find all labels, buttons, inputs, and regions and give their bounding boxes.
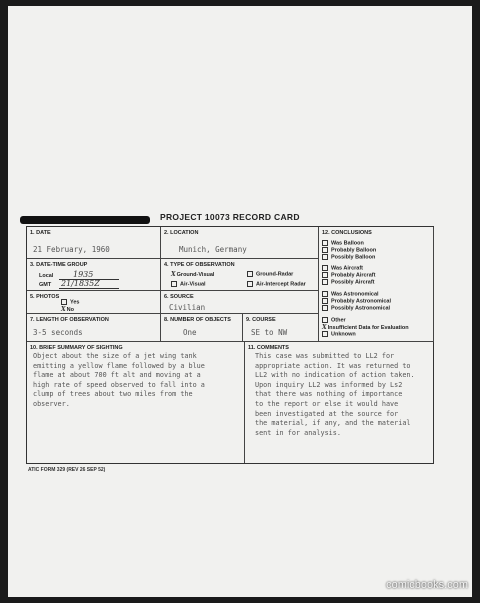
checkbox-icon — [322, 247, 328, 253]
checkbox-icon — [322, 298, 328, 304]
length-value: 3-5 seconds — [33, 328, 83, 337]
gmt-label: GMT — [39, 282, 52, 288]
record-card — [26, 226, 434, 464]
local-value: 1935 — [73, 270, 94, 279]
watermark: comicbooks.com — [386, 579, 468, 591]
location-label: 2. LOCATION — [164, 230, 199, 236]
conclusion-item: Was Aircraft — [322, 265, 363, 271]
comments-cell — [245, 342, 434, 463]
summary-label: 10. BRIEF SUMMARY OF SIGHTING — [30, 345, 123, 351]
option-ground-radar: Ground-Radar — [247, 271, 293, 277]
length-cell — [27, 314, 161, 342]
conclusion-item-insufficient: XInsufficient Data for Evaluation — [322, 324, 409, 331]
conclusion-item: Probably Balloon — [322, 247, 376, 253]
checkbox-icon — [322, 291, 328, 297]
obs-type-cell — [161, 259, 319, 291]
photos-yes: Yes — [61, 299, 79, 305]
source-label: 6. SOURCE — [164, 294, 194, 300]
checkbox-icon — [322, 317, 328, 323]
checkbox-icon — [322, 254, 328, 260]
comments-label: 11. COMMENTS — [248, 345, 289, 351]
objects-value: One — [183, 328, 197, 337]
checkbox-icon — [171, 281, 177, 287]
checkbox-icon — [322, 272, 328, 278]
checkbox-icon — [61, 299, 67, 305]
checkbox-icon — [247, 281, 253, 287]
photos-cell — [27, 291, 161, 314]
checkbox-icon — [322, 305, 328, 311]
location-value: Munich, Germany — [179, 245, 247, 254]
length-label: 7. LENGTH OF OBSERVATION — [30, 317, 109, 323]
photos-no: XNo — [61, 306, 74, 313]
card-title: PROJECT 10073 RECORD CARD — [160, 212, 300, 222]
conclusions-cell — [319, 227, 434, 342]
conclusions-label: 12. CONCLUSIONS — [322, 230, 372, 236]
checkbox-icon — [247, 271, 253, 277]
conclusion-item: Possibly Astronomical — [322, 305, 390, 311]
date-label: 1. DATE — [30, 230, 51, 236]
source-value: Civilian — [169, 303, 206, 312]
conclusion-item: Possibly Aircraft — [322, 279, 375, 285]
gmt-value: 21/1835Z — [61, 279, 100, 288]
conclusion-item: Possibly Balloon — [322, 254, 375, 260]
conclusion-item: Probably Astronomical — [322, 298, 391, 304]
obs-type-label: 4. TYPE OF OBSERVATION — [164, 262, 235, 268]
dtg-label: 3. DATE-TIME GROUP — [30, 262, 88, 268]
option-air-intercept-radar: Air-Intercept Radar — [247, 281, 306, 287]
gmt-underline — [59, 288, 119, 289]
conclusion-item: Was Balloon — [322, 240, 364, 246]
location-cell — [161, 227, 319, 259]
redaction-bar — [20, 216, 150, 224]
conclusion-item: Probably Aircraft — [322, 272, 375, 278]
photos-label: 5. PHOTOS — [30, 294, 60, 300]
checkbox-icon — [322, 265, 328, 271]
source-cell — [161, 291, 319, 314]
check-mark: X — [61, 306, 66, 313]
comments-text: This case was submitted to LL2 for appropriate action. It was returned to LL2 with no indication of action taken. Upon inquiry LL2 was informed by Ls2 that there was nothing of importance to the report or else it would have been investigated at the source for the material, if any, and the material sent in for analysis. — [255, 352, 415, 437]
option-air-visual: Air-Visual — [171, 281, 206, 287]
conclusion-item: Other — [322, 317, 346, 323]
course-label: 9. COURSE — [246, 317, 276, 323]
summary-cell — [27, 342, 245, 463]
option-ground-visual: XGround-Visual — [171, 271, 215, 278]
date-value: 21 February, 1960 — [33, 245, 110, 254]
check-mark: X — [171, 271, 176, 278]
form-number: ATIC FORM 329 (REV 26 SEP 52) — [28, 467, 106, 473]
course-value: SE to NW — [251, 328, 288, 337]
summary-text: Object about the size of a jet wing tank emitting a yellow flame followed by a blue flame at about 700 ft alt and moving at a high rate of speed observed to fall into a clump of trees about two miles from the observer. — [33, 352, 205, 408]
objects-cell — [161, 314, 243, 342]
objects-label: 8. NUMBER OF OBJECTS — [164, 317, 231, 323]
local-label: Local — [39, 273, 54, 279]
conclusion-item: Was Astronomical — [322, 291, 379, 297]
date-cell — [27, 227, 161, 259]
checkbox-icon — [322, 279, 328, 285]
checkbox-icon — [322, 240, 328, 246]
check-mark: X — [322, 324, 327, 331]
checkbox-icon — [322, 331, 328, 337]
conclusion-item: Unknown — [322, 331, 356, 337]
course-cell — [243, 314, 319, 342]
dtg-cell — [27, 259, 161, 291]
